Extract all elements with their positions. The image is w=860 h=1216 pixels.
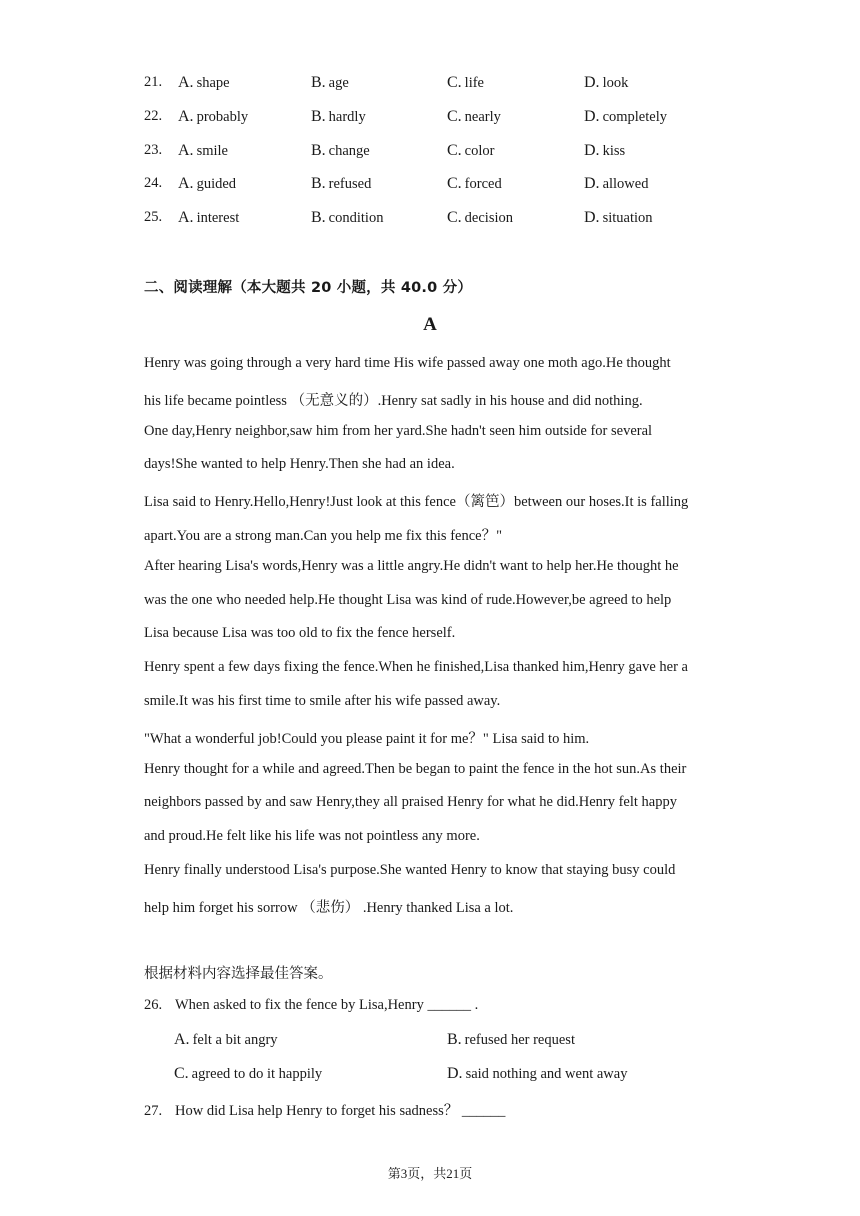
option-letter: A.: [178, 209, 194, 226]
option-d[interactable]: [584, 209, 653, 227]
question-text: When asked to fix the fence by Lisa,Henry ______ .: [175, 997, 479, 1013]
option-letter: D.: [584, 209, 600, 226]
option-b[interactable]: [311, 74, 349, 92]
option-text: guided: [196, 176, 237, 192]
option-a[interactable]: [178, 108, 248, 126]
option-row: [144, 142, 744, 176]
option-letter: C.: [447, 108, 462, 125]
option-row: [144, 175, 744, 209]
option-text: shape: [196, 75, 230, 91]
option-text: allowed: [602, 176, 649, 192]
option-letter: A.: [178, 142, 194, 159]
question-number: 22.: [144, 108, 163, 124]
choice-b[interactable]: [447, 1031, 575, 1049]
option-b[interactable]: [311, 142, 370, 160]
question-text: How did Lisa help Henry to forget his sadness？ ______: [175, 1103, 506, 1119]
passage-line: After hearing Lisa's words,Henry was a little angry.He didn't want to help her.He thought he: [144, 558, 679, 574]
option-letter: B.: [311, 108, 326, 125]
passage-line: help him forget his sorrow （悲伤） .Henry thanked Lisa a lot.: [144, 900, 514, 916]
option-d[interactable]: [584, 74, 628, 92]
option-letter: B.: [311, 142, 326, 159]
option-letter: B.: [311, 209, 326, 226]
option-c[interactable]: [447, 74, 484, 92]
option-letter: C.: [447, 74, 462, 91]
option-text: kiss: [602, 143, 626, 159]
option-row: [144, 209, 744, 243]
passage-line: neighbors passed by and saw Henry,they all praised Henry for what he did.Henry felt happy: [144, 794, 677, 810]
question-number: 27.: [144, 1103, 163, 1119]
option-b[interactable]: [311, 108, 366, 126]
option-text: nearly: [464, 109, 501, 125]
choice-a[interactable]: [174, 1031, 278, 1049]
choice-d[interactable]: [447, 1065, 627, 1083]
question-26: [144, 997, 478, 1014]
section-title: 二、阅读理解（本大题共 20 小题，共 40.0 分）: [144, 280, 473, 296]
option-d[interactable]: [584, 142, 625, 160]
option-letter: D.: [584, 142, 600, 159]
option-letter: C.: [447, 175, 462, 192]
option-letter: A.: [178, 74, 194, 91]
option-a[interactable]: [178, 175, 236, 193]
option-a[interactable]: [178, 209, 239, 227]
option-text: hardly: [328, 109, 366, 125]
passage-line: Henry was going through a very hard time His wife passed away one moth ago.He thought: [144, 355, 671, 371]
option-letter: C.: [447, 142, 462, 159]
question-27: [144, 1099, 505, 1120]
instruction: 根据材料内容选择最佳答案。: [144, 966, 333, 982]
passage-title: A: [423, 314, 437, 335]
option-text: completely: [602, 109, 667, 125]
option-text: decision: [464, 210, 513, 226]
option-text: color: [464, 143, 495, 159]
option-a[interactable]: [178, 142, 228, 160]
option-text: refused: [328, 176, 372, 192]
option-text: probably: [196, 109, 249, 125]
option-text: age: [328, 75, 349, 91]
choice-letter: D.: [447, 1065, 463, 1082]
option-letter: C.: [447, 209, 462, 226]
passage-line: Henry spent a few days fixing the fence.When he finished,Lisa thanked him,Henry gave her a: [144, 659, 688, 675]
passage-line: Henry finally understood Lisa's purpose.She wanted Henry to know that staying busy could: [144, 862, 676, 878]
option-letter: A.: [178, 175, 194, 192]
passage-line: Henry thought for a while and agreed.Then be began to paint the fence in the hot sun.As their: [144, 761, 687, 777]
choice-letter: C.: [174, 1065, 189, 1082]
question-number: 24.: [144, 175, 163, 191]
option-b[interactable]: [311, 175, 371, 193]
option-letter: D.: [584, 74, 600, 91]
passage-line: "What a wonderful job!Could you please paint it for me？" Lisa said to him.: [144, 731, 590, 747]
option-text: life: [464, 75, 484, 91]
option-text: forced: [464, 176, 502, 192]
option-text: interest: [196, 210, 240, 226]
option-row: [144, 108, 744, 142]
option-c[interactable]: [447, 175, 502, 193]
option-letter: D.: [584, 108, 600, 125]
option-text: situation: [602, 210, 653, 226]
choice-text: said nothing and went away: [465, 1066, 628, 1082]
option-a[interactable]: [178, 74, 230, 92]
option-b[interactable]: [311, 209, 383, 227]
choice-text: felt a bit angry: [192, 1032, 278, 1048]
passage-line: was the one who needed help.He thought Lisa was kind of rude.However,be agreed to help: [144, 592, 672, 608]
option-d[interactable]: [584, 175, 648, 193]
choice-text: agreed to do it happily: [191, 1066, 323, 1082]
option-c[interactable]: [447, 209, 513, 227]
choice-c[interactable]: [174, 1065, 322, 1083]
page-footer: 第3页，共21页: [387, 1166, 473, 1181]
choice-text: refused her request: [464, 1032, 575, 1048]
option-row: [144, 74, 744, 108]
passage-line: apart.You are a strong man.Can you help me fix this fence？": [144, 528, 502, 544]
option-text: smile: [196, 143, 228, 159]
passage-line: Lisa because Lisa was too old to fix the fence herself.: [144, 625, 456, 641]
passage-line: smile.It was his first time to smile after his wife passed away.: [144, 693, 501, 709]
passage-line: and proud.He felt like his life was not pointless any more.: [144, 828, 480, 844]
passage-line: One day,Henry neighbor,saw him from her yard.She hadn't seen him outside for several: [144, 423, 653, 439]
choice-letter: A.: [174, 1031, 190, 1048]
option-c[interactable]: [447, 142, 494, 160]
option-text: look: [602, 75, 629, 91]
option-d[interactable]: [584, 108, 667, 126]
option-letter: D.: [584, 175, 600, 192]
passage-line: days!She wanted to help Henry.Then she had an idea.: [144, 456, 455, 472]
option-letter: B.: [311, 175, 326, 192]
question-number: 25.: [144, 209, 163, 225]
question-number: 26.: [144, 997, 163, 1013]
passage-line: Lisa said to Henry.Hello,Henry!Just look at this fence（篱笆）between our hoses.It is falling: [144, 494, 689, 510]
option-text: condition: [328, 210, 384, 226]
option-letter: B.: [311, 74, 326, 91]
passage-line: his life became pointless （无意义的）.Henry sat sadly in his house and did nothing.: [144, 393, 643, 409]
choice-letter: B.: [447, 1031, 462, 1048]
question-number: 21.: [144, 74, 163, 90]
option-letter: A.: [178, 108, 194, 125]
question-number: 23.: [144, 142, 163, 158]
option-text: change: [328, 143, 370, 159]
option-c[interactable]: [447, 108, 501, 126]
